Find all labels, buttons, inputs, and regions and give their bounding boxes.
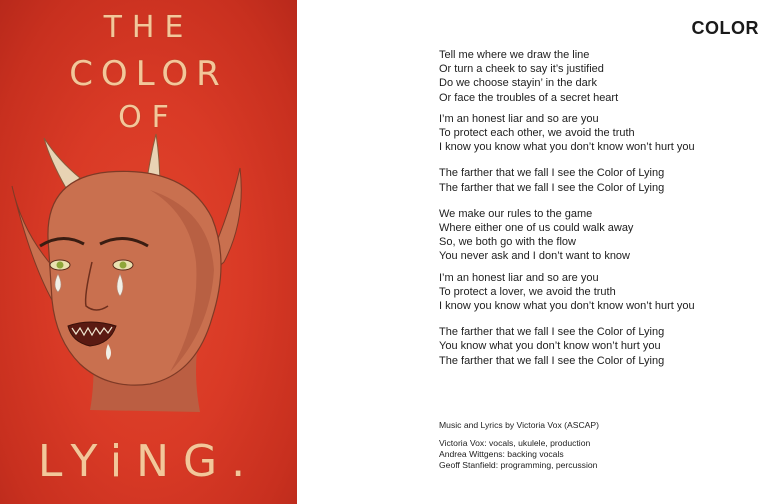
personnel-credit: Andrea Wittgens: backing vocals	[439, 449, 564, 459]
lyric-line: The farther that we fall I see the Color of Lying	[439, 167, 665, 180]
lyric-line: Or face the troubles of a secret heart	[439, 91, 619, 104]
lyric-line: Do we choose stayin’ in the dark	[439, 77, 597, 90]
painting-text-color: COLOR	[69, 54, 228, 94]
lyric-line: I’m an honest liar and so are you	[439, 112, 599, 125]
stanza	[439, 271, 757, 314]
lyric-line: The farther that we fall I see the Color of Lying	[439, 354, 665, 367]
stanza	[439, 325, 757, 368]
painting-text-the: THE	[103, 10, 194, 45]
lyric-line: We make our rules to the game	[439, 207, 593, 220]
stanza	[439, 207, 757, 264]
stanza	[439, 112, 757, 155]
lyric-line: You know what you don’t know won’t hurt you	[439, 340, 661, 353]
lyric-line: I know you know what you don’t know won’t hurt you	[439, 300, 695, 313]
personnel-credit: Victoria Vox: vocals, ukulele, production	[439, 438, 591, 448]
credits-block	[439, 420, 757, 471]
lyric-line: The farther that we fall I see the Color of Lying	[439, 181, 665, 194]
stanza	[439, 48, 757, 105]
painting-text-of: OF	[118, 100, 179, 135]
lyric-line: To protect each other, we avoid the truth	[439, 127, 635, 140]
lyric-line: Tell me where we draw the line	[439, 49, 590, 61]
cover-painting	[0, 0, 297, 504]
page-title: COLOR	[691, 18, 759, 38]
painting-text-lying: LYiNG.	[37, 436, 260, 487]
lyric-line: To protect a lover, we avoid the truth	[439, 285, 616, 298]
lyric-line: So, we both go with the flow	[439, 236, 576, 249]
lyric-line: The farther that we fall I see the Color of Lying	[439, 326, 665, 339]
lyric-line: Or turn a cheek to say it’s justified	[439, 63, 604, 76]
lyric-line: Where either one of us could walk away	[439, 222, 634, 235]
personnel-credit: Geoff Stanfield: programming, percussion	[439, 460, 598, 470]
stanza	[439, 166, 757, 194]
lyric-line: You never ask and I don’t want to know	[439, 250, 630, 263]
lyrics-block	[439, 48, 757, 375]
lyric-line: I know you know what you don’t know won’t hurt you	[439, 141, 695, 154]
lyric-line: I’m an honest liar and so are you	[439, 271, 599, 284]
music-credit: Music and Lyrics by Victoria Vox (ASCAP)	[439, 420, 599, 430]
